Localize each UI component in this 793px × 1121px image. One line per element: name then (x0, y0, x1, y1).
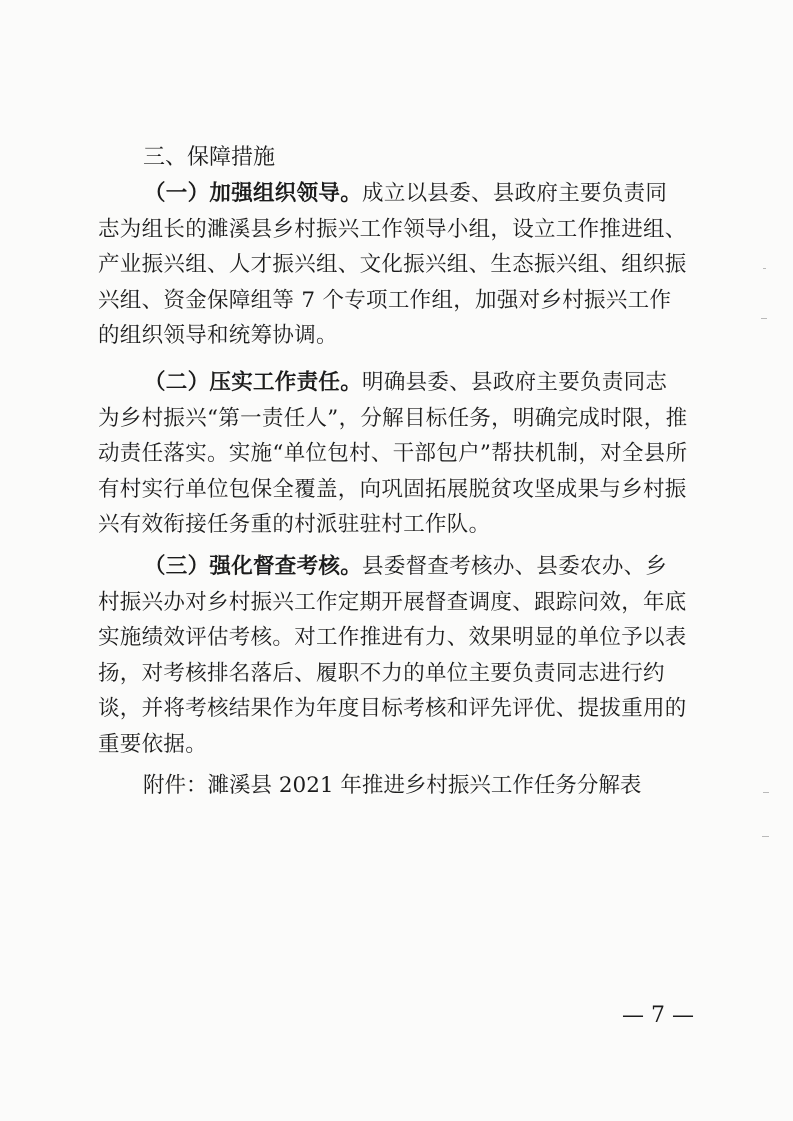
page-number: — 7 — (622, 1003, 694, 1028)
scan-speck (762, 836, 769, 837)
paragraph-responsibility (98, 365, 688, 543)
scan-speck (761, 318, 767, 319)
attachment-line: 附件：濉溪县 2021 年推进乡村振兴工作任务分解表 (143, 773, 642, 798)
paragraph-lead: （三）强化督查考核。 (144, 554, 363, 579)
paragraph-organization (98, 176, 688, 354)
scan-speck (763, 792, 769, 793)
paragraph-body: 县委督查考核办、县委农办、乡村振兴办对乡村振兴工作定期开展督查调度、跟踪问效，年底实施绩效评估考核。对工作推进有力、效果明显的单位予以表扬，对考核排名落后、履职不力的单位主要负责同志进行约谈，并将考核结果作为年度目标考核和评先评优、提拔重用的重要依据。 (98, 554, 687, 757)
paragraph-lead: （二）压实工作责任。 (144, 370, 363, 395)
paragraph-body: 成立以县委、县政府主要负责同志为组长的濉溪县乡村振兴工作领导小组，设立工作推进组、产业振兴组、人才振兴组、文化振兴组、生态振兴组、组织振兴组、资金保障组等 7 个专项工作组，加强对乡村振兴工作的组织领导和统筹协调。 (98, 181, 687, 349)
section-heading: 三、保障措施 (143, 145, 276, 170)
scan-speck (763, 268, 766, 269)
paragraph-body: 明确县委、县政府主要负责同志为乡村振兴“第一责任人”，分解目标任务，明确完成时限，推动责任落实。实施“单位包村、干部包户”帮扶机制，对全县所有村实行单位包保全覆盖，向巩固拓展脱贫攻坚成果与乡村振兴有效衔接任务重的村派驻驻村工作队。 (98, 370, 688, 538)
paragraph-lead: （一）加强组织领导。 (144, 181, 363, 206)
paragraph-supervision (98, 549, 688, 763)
